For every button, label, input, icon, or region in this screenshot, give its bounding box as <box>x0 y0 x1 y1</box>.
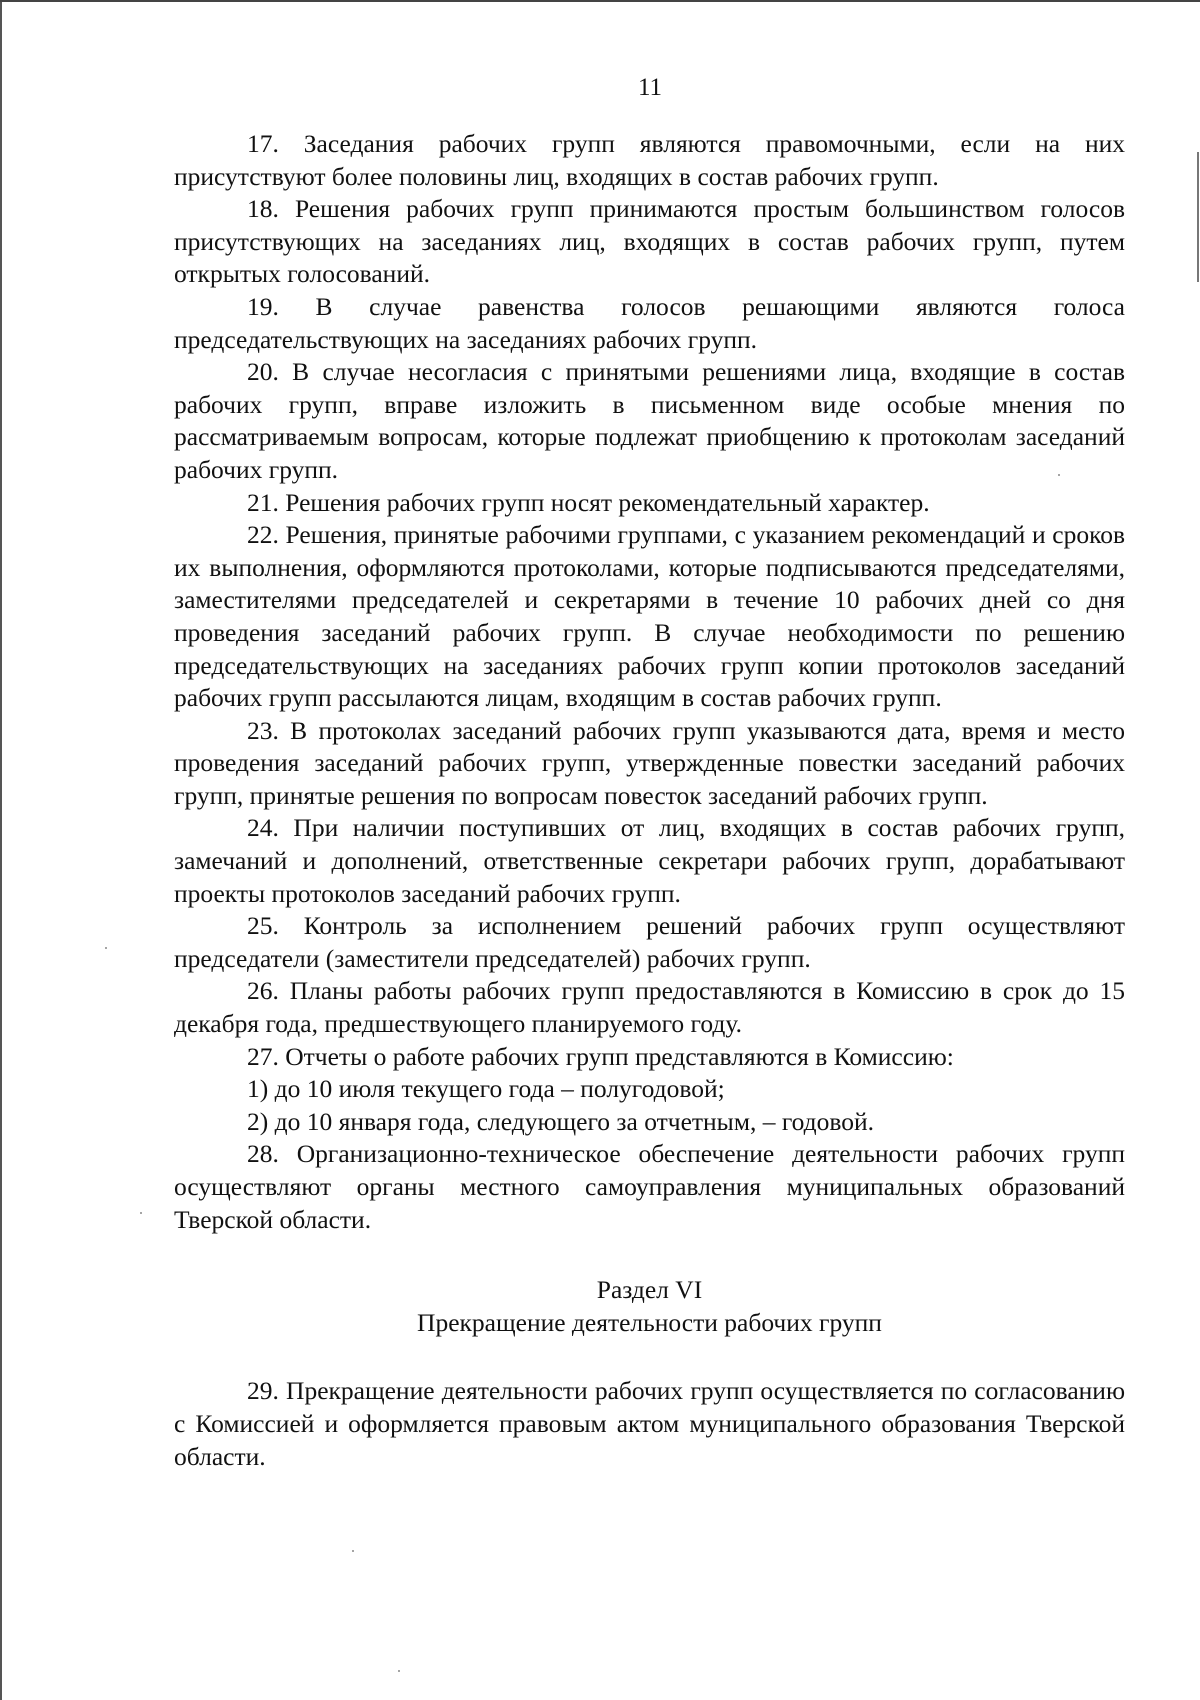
scan-speck <box>1058 474 1060 476</box>
page-number: 11 <box>637 74 663 101</box>
paragraph-17: 17. Заседания рабочих групп являются правомочными, если на них присутствуют более половины лиц, входящих в состав рабочих групп. <box>174 129 1125 191</box>
section-heading <box>174 1274 1125 1339</box>
paragraph-24: 24. При наличии поступивших от лиц, входящих в состав рабочих групп, замечаний и дополнений, ответственные секретари рабочих групп, дорабатывают проекты протоколов заседаний рабочих групп. <box>174 813 1125 908</box>
list-item-1: 1) до 10 июля текущего года – полугодовой; <box>247 1074 725 1104</box>
document-body <box>174 128 1125 1473</box>
paragraph-26: 26. Планы работы рабочих групп предоставляются в Комиссию в срок до 15 декабря года, предшествующего планируемого году. <box>174 976 1125 1039</box>
scan-speck <box>398 1670 400 1672</box>
paragraph-25: 25. Контроль за исполнением решений рабочих групп осуществляют председатели (заместители председателей) рабочих групп. <box>174 911 1125 973</box>
paragraph-23: 23. В протоколах заседаний рабочих групп указываются дата, время и место проведения заседаний рабочих групп, утвержденные повестки заседаний рабочих групп, принятые решения по вопросам повесток заседаний рабочих групп. <box>174 715 1125 810</box>
paragraph-22: 22. Решения, принятые рабочими группами, с указанием рекомендаций и сроков их выполнения, оформляются протоколами, которые подписываются председателями, заместителями председателей и секретарями в течение 10 рабочих дней со дня проведения заседаний рабочих групп. В случае необходимости по решению председательствующих на заседаниях рабочих групп копии протоколов заседаний рабочих групп рассылаются лицам, входящим в состав рабочих групп. <box>174 520 1125 713</box>
paragraph-18: 18. Решения рабочих групп принимаются простым большинством голосов присутствующих на заседаниях лиц, входящих в состав рабочих групп, путем открытых голосований. <box>174 194 1125 289</box>
paragraph-20: 20. В случае несогласия с принятыми решениями лица, входящие в состав рабочих групп, вправе изложить в письменном виде особые мнения по рассматриваемым вопросам, которые подлежат приобщению к протоколам заседаний рабочих групп. <box>174 357 1125 484</box>
paragraph-21: 21. Решения рабочих групп носят рекомендательный характер. <box>247 487 930 517</box>
list-item-2: 2) до 10 января года, следующего за отчетным, – годовой. <box>247 1106 875 1136</box>
scan-edge-left <box>0 2 2 1700</box>
paragraph-27: 27. Отчеты о работе рабочих групп представляются в Комиссию: <box>247 1041 954 1071</box>
scan-edge-right <box>1197 152 1199 282</box>
paragraph-19: 19. В случае равенства голосов решающими являются голоса председательствующих на заседаниях рабочих групп. <box>174 291 1125 354</box>
scan-speck <box>105 947 107 949</box>
scan-speck <box>140 1212 142 1214</box>
scan-speck <box>352 1550 354 1552</box>
section-title: Прекращение деятельности рабочих групп <box>417 1307 882 1337</box>
section-number: Раздел VI <box>596 1275 703 1305</box>
paragraph-28: 28. Организационно-техническое обеспечение деятельности рабочих групп осуществляют органы местного самоуправления муниципальных образований Тверской области. <box>174 1139 1125 1234</box>
paragraph-29: 29. Прекращение деятельности рабочих групп осуществляется по согласованию с Комиссией и оформляется правовым актом муниципального образования Тверской области. <box>174 1376 1125 1471</box>
